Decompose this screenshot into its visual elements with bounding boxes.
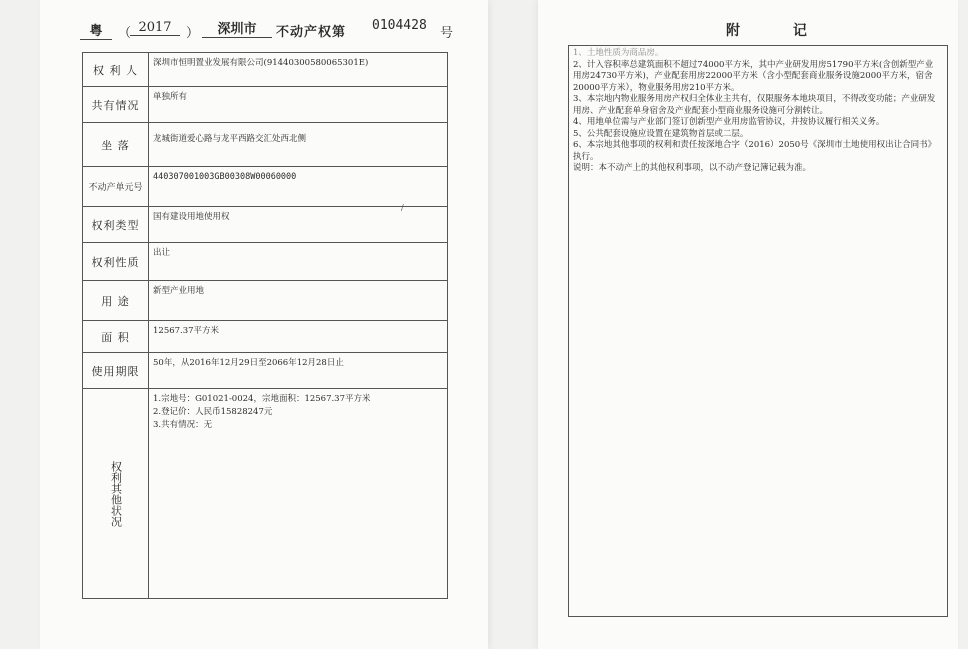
header-paren-open: （ xyxy=(118,26,132,41)
table-row xyxy=(83,167,447,207)
table-row xyxy=(83,321,447,353)
row-label: 权利其他状况 xyxy=(83,389,149,598)
row-label: 共有情况 xyxy=(83,87,149,122)
row-label: 不动产单元号 xyxy=(83,167,149,206)
row-value: 出让 xyxy=(153,248,171,258)
row-label: 权利类型 xyxy=(83,207,149,242)
table-row xyxy=(83,53,447,87)
annex-line: 3、本宗地内物业服务用房产权归全体业主共有，仅限服务本地块项目，不得改变功能；产业研发用房、产业配套单身宿舍及产业配套小型商业服务设施可分割转让。 xyxy=(573,94,936,116)
header-paren-close: ） xyxy=(186,26,200,41)
pen-mark-decoration: / xyxy=(401,203,404,212)
other-item: 2.登记价：人民币15828247元 xyxy=(153,407,273,417)
annex-line: 2、计入容积率总建筑面积不超过74000平方米，其中产业研发用房51790平方米(含创新型产业用房24730平方米)，产业配套用房22000平方米（含小型配套商业服务设施2000平方米，宿舍20000平方米），物业服务用房210平方米。 xyxy=(573,59,934,93)
row-label: 权利性质 xyxy=(83,243,149,280)
row-value xyxy=(153,393,443,432)
annex-line: 5、公共配套设施应设置在建筑物首层或二层。 xyxy=(573,128,749,139)
header-cert-label: 不动产权第 xyxy=(276,25,347,40)
header-city: 深圳市 xyxy=(202,18,272,38)
other-item: 3.共有情况：无 xyxy=(153,420,213,430)
header-year: 2017 xyxy=(130,20,180,36)
header-cert-number: 0104428 xyxy=(372,18,427,33)
table-row xyxy=(83,243,447,281)
row-value: 龙城街道爱心路与龙平西路交汇处西北侧 xyxy=(153,134,307,144)
row-value: 12567.37平方米 xyxy=(153,326,220,336)
annex-line: 1、土地性质为商品房。 xyxy=(573,48,664,58)
certificate-header xyxy=(80,16,460,46)
row-label: 面 积 xyxy=(83,321,149,352)
table-row xyxy=(83,87,447,123)
row-value: 440307001003GB00308W00060000 xyxy=(153,172,297,182)
row-label: 坐 落 xyxy=(83,123,149,166)
row-value: 深圳市恒明置业发展有限公司(91440300580065301E) xyxy=(153,58,369,68)
table-row-other xyxy=(83,389,447,598)
row-label: 权 利 人 xyxy=(83,53,149,86)
annex-line: 4、用地单位需与产业部门签订创新型产业用房监管协议，并按协议履行相关义务。 xyxy=(573,117,885,127)
annex-box xyxy=(568,45,948,617)
annex-line: 6、本宗地其他事项的权利和责任按深地合字（2016）2050号《深圳市土地使用权出让合同书》执行。 xyxy=(573,140,937,162)
table-row xyxy=(83,353,447,389)
row-value: 单独所有 xyxy=(153,92,188,102)
table-row xyxy=(83,207,447,243)
property-rights-table xyxy=(82,52,448,599)
table-row xyxy=(83,123,447,167)
other-item: 1.宗地号：G01021-0024，宗地面积：12567.37平方米 xyxy=(153,394,371,404)
header-suffix: 号 xyxy=(440,26,454,41)
header-province: 粤 xyxy=(80,20,112,40)
annex-line: 说明：本不动产上的其他权利事项，以不动产登记簿记载为准。 xyxy=(573,163,812,173)
row-value: 新型产业用地 xyxy=(153,286,205,296)
row-value: 50年，从2016年12月29日至2066年12月28日止 xyxy=(153,358,344,368)
row-label: 用 途 xyxy=(83,281,149,320)
table-row xyxy=(83,281,447,321)
annex-title: 附 记 xyxy=(726,23,831,39)
row-value: 国有建设用地使用权 xyxy=(153,212,230,222)
row-label: 使用期限 xyxy=(83,353,149,388)
